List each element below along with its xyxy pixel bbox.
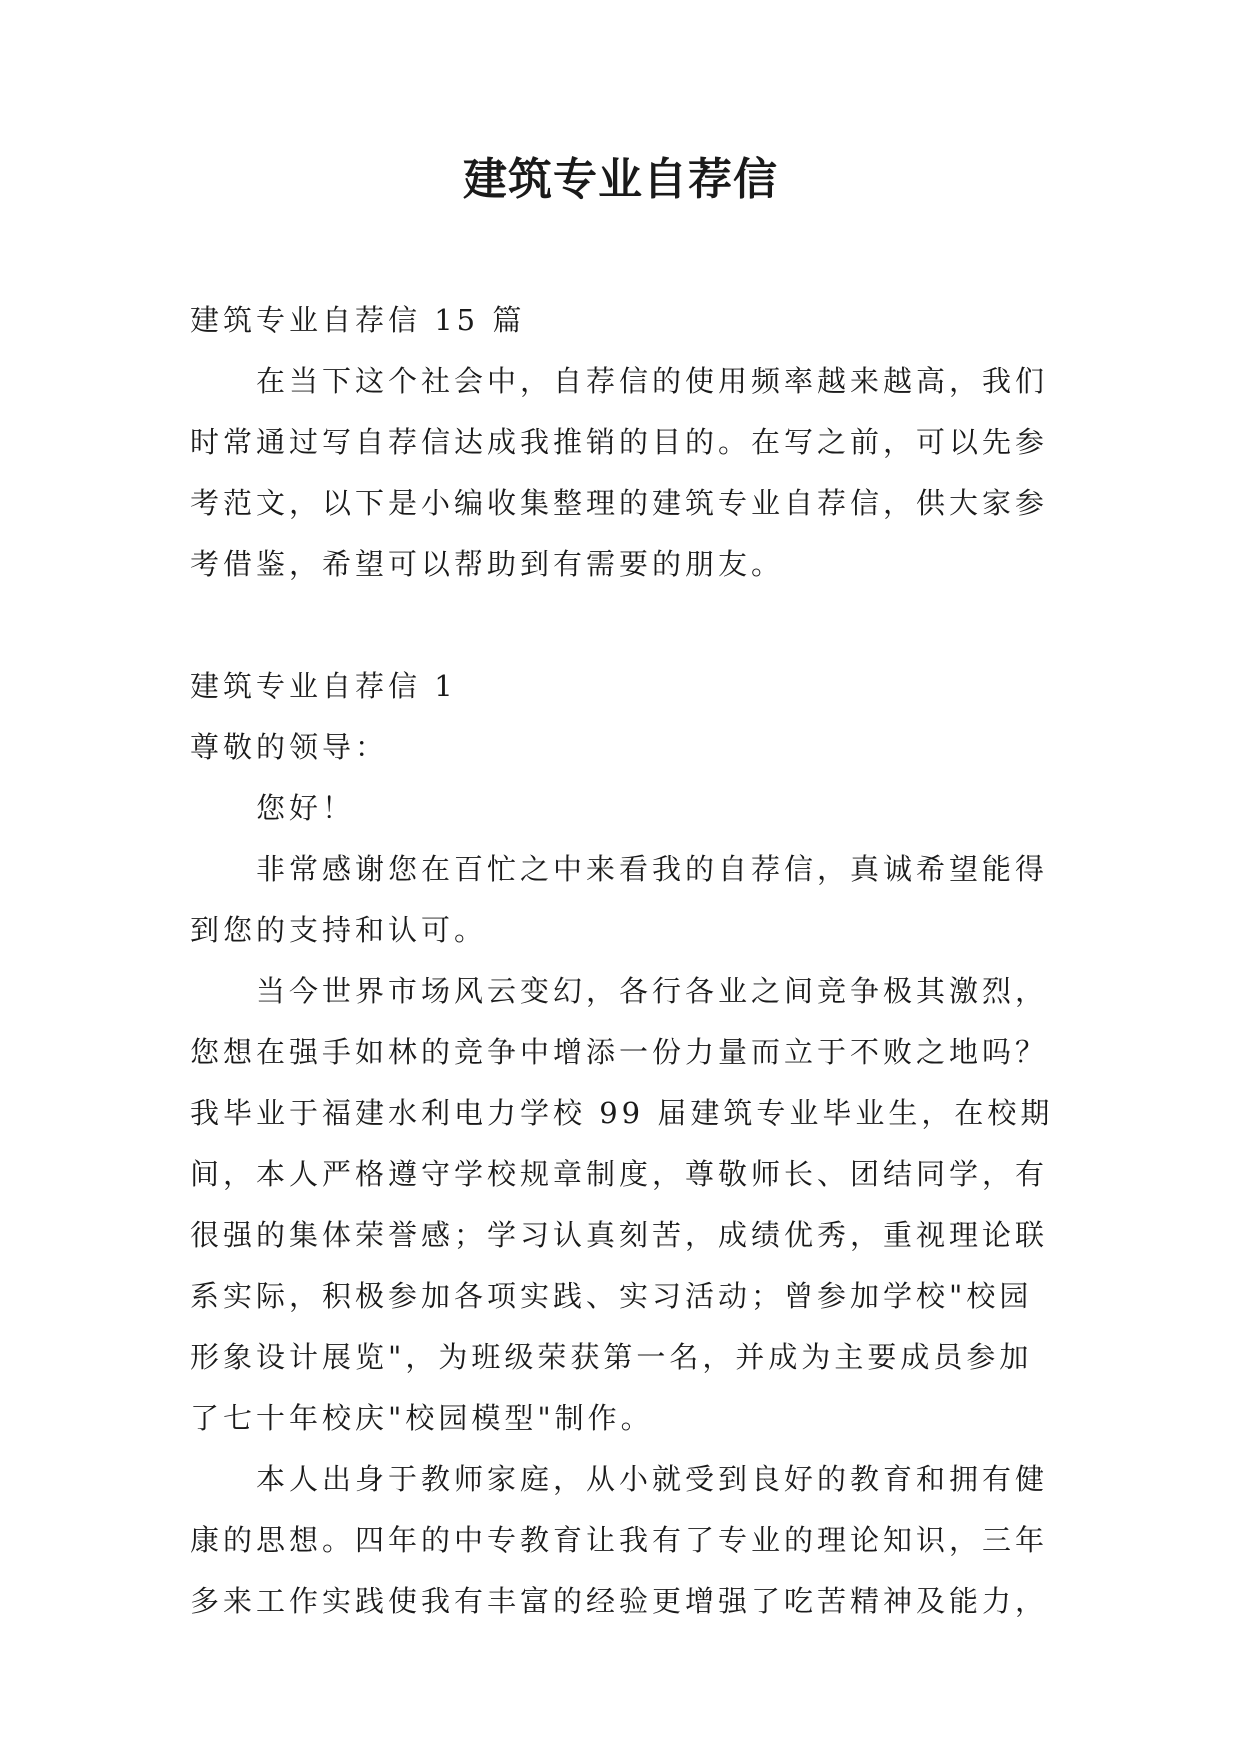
paragraph-line: 本人出身于教师家庭，从小就受到良好的教育和拥有健 bbox=[256, 1462, 1049, 1496]
paragraph-line: 非常感谢您在百忙之中来看我的自荐信，真诚希望能得 bbox=[256, 852, 1049, 886]
intro-paragraph bbox=[190, 351, 1050, 595]
paragraph-line: 您想在强手如林的竞争中增添一份力量而立于不败之地吗？ bbox=[190, 1035, 1049, 1069]
greeting: 您好！ bbox=[256, 791, 356, 825]
paragraph-line: 当今世界市场风云变幻，各行各业之间竞争极其激烈， bbox=[256, 974, 1049, 1008]
letter-paragraph-2 bbox=[190, 961, 1054, 1449]
intro-line: 在当下这个社会中，自荐信的使用频率越来越高，我们 bbox=[256, 364, 1049, 398]
paragraph-line: 了七十年校庆"校园模型"制作。 bbox=[190, 1401, 654, 1435]
paragraph-line: 系实际，积极参加各项实践、实习活动；曾参加学校"校园 bbox=[190, 1279, 1033, 1313]
paragraph-line: 康的思想。四年的中专教育让我有了专业的理论知识，三年 bbox=[190, 1523, 1049, 1557]
document-subtitle: 建筑专业自荐信 15 篇 bbox=[190, 303, 526, 337]
paragraph-line: 多来工作实践使我有丰富的经验更增强了吃苦精神及能力， bbox=[190, 1584, 1049, 1618]
paragraph-line: 到您的支持和认可。 bbox=[190, 913, 488, 947]
intro-line: 时常通过写自荐信达成我推销的目的。在写之前，可以先参 bbox=[190, 425, 1049, 459]
paragraph-line: 间，本人严格遵守学校规章制度，尊敬师长、团结同学，有 bbox=[190, 1157, 1049, 1191]
section-heading: 建筑专业自荐信 1 bbox=[190, 669, 457, 703]
paragraph-line: 很强的集体荣誉感；学习认真刻苦，成绩优秀，重视理论联 bbox=[190, 1218, 1049, 1252]
letter-paragraph-3 bbox=[190, 1449, 1050, 1632]
document-body bbox=[190, 290, 1054, 1632]
paragraph-spacer bbox=[190, 595, 1050, 656]
document-title: 建筑专业自荐信 bbox=[463, 154, 778, 205]
paragraph-line: 我毕业于福建水利电力学校 99 届建筑专业毕业生，在校期 bbox=[190, 1096, 1054, 1130]
paragraph-line: 形象设计展览"，为班级荣获第一名，并成为主要成员参加 bbox=[190, 1340, 1033, 1374]
intro-line: 考范文，以下是小编收集整理的建筑专业自荐信，供大家参 bbox=[190, 486, 1049, 520]
letter-paragraph-1 bbox=[190, 839, 1050, 961]
intro-line: 考借鉴，希望可以帮助到有需要的朋友。 bbox=[190, 547, 785, 581]
salutation: 尊敬的领导： bbox=[190, 730, 389, 764]
